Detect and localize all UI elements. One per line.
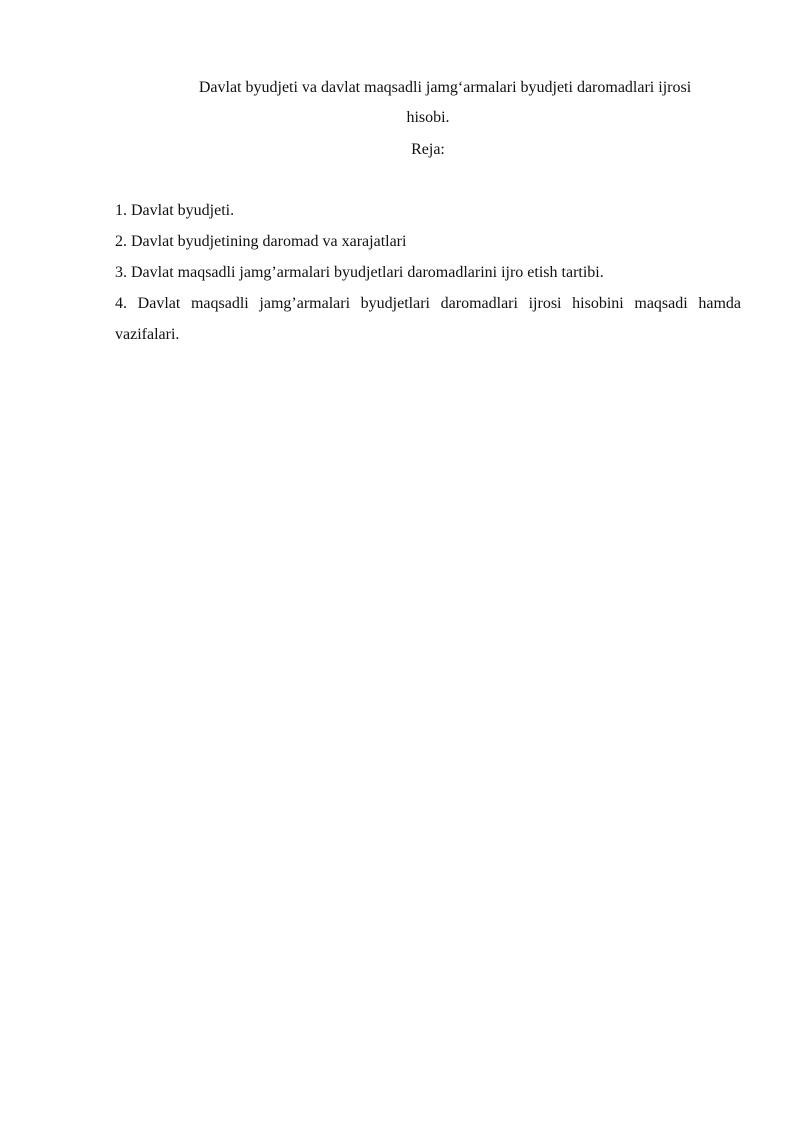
plan-item-4: 4. Davlat maqsadli jamg’armalari byudjetlari daromadlari ijrosi hisobini maqsadi hamda vazifalari.	[115, 295, 741, 343]
plan-heading: Reja:	[411, 141, 445, 158]
plan-list	[115, 195, 741, 350]
plan-item-3: 3. Davlat maqsadli jamg’armalari byudjetlari daromadlarini ijro etish tartibi.	[115, 264, 604, 281]
plan-item-1: 1. Davlat byudjeti.	[115, 202, 235, 219]
document-title-line-2: hisobi.	[406, 109, 450, 126]
plan-item-2: 2. Davlat byudjetining daromad va xarajatlari	[115, 233, 407, 250]
document-body	[115, 73, 741, 350]
document-title-line-1: Davlat byudjeti va davlat maqsadli jamg‘armalari byudjeti daromadlari ijrosi	[198, 79, 692, 96]
document-title	[115, 73, 741, 133]
